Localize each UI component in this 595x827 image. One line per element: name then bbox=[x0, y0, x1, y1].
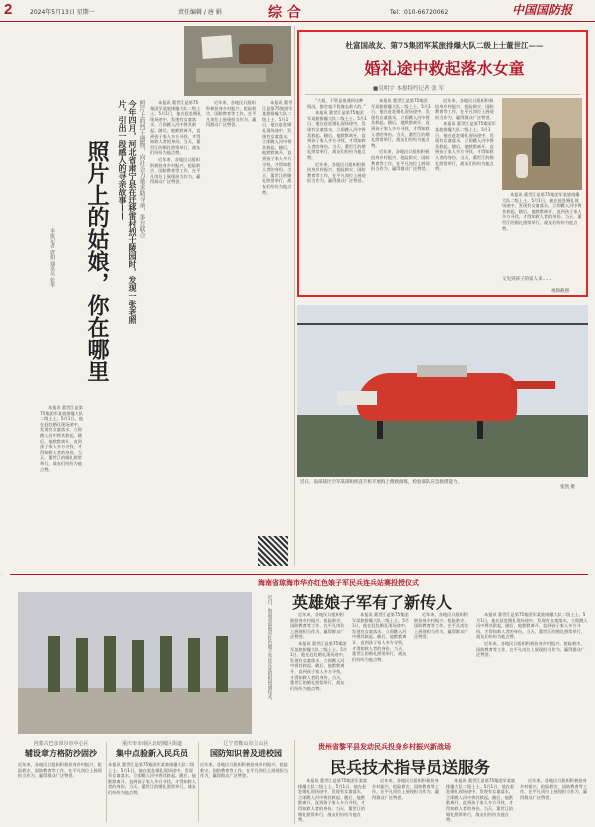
brief-2 bbox=[108, 740, 196, 824]
main-story-photo-credit: 视频截图 bbox=[551, 289, 569, 294]
heroine-side-text: 近日，海南省琼海市红色娘子军民兵连组织授旗仪式。 bbox=[267, 595, 272, 703]
brief-3-body: 近年来，各地民兵组织积极投身乡村振兴、抢险救灾、国防教育等工作，在平凡岗位上展现担当作为，赢得群众广泛赞誉。 bbox=[200, 762, 288, 779]
heroine-title: 英雄娘子军有了新传人 bbox=[292, 593, 453, 612]
main-story-box bbox=[297, 30, 588, 297]
main-story-kicker: 杜富国战友、第75集团军某旅排爆大队二级上士董世江—— bbox=[345, 41, 544, 50]
guide-text-1: 本报讯 董世江是第75集团军某旅排爆大队二级上士。5月1日，他在赶赴婚礼现场途中，发现有女童落水，立即跳入河中将其救起。随后，他默默离开，直到孩子家人多方寻找，才得知救人者的身份。当天，董世江的婚礼照常举行，战友们纷纷为他点赞。 bbox=[298, 778, 368, 823]
guide-text-2: 近年来，各地民兵组织积极投身乡村振兴、抢险救灾、国防教育等工作，在平凡岗位上展现担当作为，赢得群众广泛赞誉。 bbox=[372, 778, 440, 800]
guide-kicker: 贵州省黎平县发动民兵投身乡村振兴新战场 bbox=[318, 742, 451, 751]
feature-col-2-text-b: 近年来，各地民兵组织积极投身乡村振兴、抢险救灾、国防教育等工作，在平凡岗位上展现担当作为，赢得群众广泛赞誉。 bbox=[150, 156, 201, 185]
brief-3-title: 国防知识普及进校园 bbox=[210, 748, 282, 758]
main-story-col-2 bbox=[371, 98, 431, 293]
feature-deck: 今年四月，河北省肃宁县在迁移雷村烈士陵园时，发现一张老照片，引出一段感人的寻亲故事—— bbox=[118, 100, 138, 324]
main-story-photo bbox=[502, 98, 582, 190]
issue-date: 2024年5月13日 星期一 bbox=[30, 9, 95, 16]
main-story-text-1b: 近年来，各地民兵组织积极投身乡村振兴、抢险救灾、国防教育等工作，在平凡岗位上展现担当作为，赢得群众广泛赞誉。 bbox=[307, 161, 366, 184]
heroine-col-4 bbox=[476, 612, 588, 742]
qr-code bbox=[258, 536, 288, 566]
main-story-col-4 bbox=[502, 192, 582, 252]
guide-text-4: 近年来，各地民兵组织积极投身乡村振兴、抢险救灾、国防教育等工作，在平凡岗位上展现担当作为，赢得群众广泛赞誉。 bbox=[520, 778, 588, 800]
brief-3 bbox=[200, 740, 292, 824]
heroine-kicker: 海南省琼海市华亦红色娘子军民兵连兵站赛投授仪式 bbox=[258, 578, 419, 587]
main-story-text-1: 本报讯 董世江是第75集团军某旅排爆大队二级上士。5月1日，他在赶赴婚礼现场途中，发现有女童落水，立即跳入河中将其救起。随后，他默默离开，直到孩子家人多方寻找，才得知救人者的身份。当天，董世江的婚礼照常举行，战友们纷纷为他点赞。 bbox=[307, 110, 367, 160]
brief-2-title: 集中点验新入民兵员 bbox=[116, 748, 188, 758]
relic-photo bbox=[184, 26, 291, 96]
guide-col-1 bbox=[298, 778, 368, 824]
feature-col-3-text: 近年来，各地民兵组织积极投身乡村振兴、抢险救灾、国防教育等工作，在平凡岗位上展现担当作为，赢得群众广泛赞誉。 bbox=[206, 100, 257, 128]
heroine-col-2 bbox=[352, 612, 410, 742]
brief-2-kicker: 重庆市市南区北碚城区街道 bbox=[121, 741, 182, 747]
feature-byline: 本报记者 唐娟 通讯员 张华 bbox=[49, 228, 55, 288]
feature-col-2 bbox=[150, 100, 202, 570]
heroine-text-1b: 本报讯 董世江是第75集团军某旅排爆大队二级上士。5月1日，他在赶赴婚礼现场途中，发现有女童落水，立即跳入河中将其救起。随后，他默默离开，直到孩子家人多方寻找，才得知救人者的身份。当天，董世江的婚礼照常举行，战友们纷纷为他点赞。 bbox=[290, 640, 348, 691]
brief-2-body: 本报讯 董世江是第75集团军某旅排爆大队二级上士。5月1日，他在赶赴婚礼现场途中，发现有女童落水，立即跳入河中将其救起。随后，他默默离开，直到孩子家人多方寻找，才得知救人者的身份。当天，董世江的婚礼照常举行，战友们纷纷为他点赞。 bbox=[108, 762, 196, 795]
helicopter-credit: 张凯 摄 bbox=[560, 485, 575, 490]
newspaper-logo: 中国国防报 bbox=[512, 3, 573, 17]
telephone: Tel：010-66720062 bbox=[390, 9, 449, 16]
feature-title-line-1: 照片上的姑娘， bbox=[84, 140, 110, 294]
main-story-text-2b: 近年来，各地民兵组织积极投身乡村振兴、抢险救灾、国防教育等工作，在平凡岗位上展现担当作为，赢得群众广泛赞誉。 bbox=[371, 149, 430, 172]
page-header bbox=[0, 0, 595, 22]
feature-col-4 bbox=[262, 100, 294, 530]
main-story-text-3b: 本报讯 董世江是第75集团军某旅排爆大队二级上士。5月1日，他在赶赴婚礼现场途中，发现有女童落水，立即跳入河中将其救起。随后，他默默离开，直到孩子家人多方寻找，才得知救人者的身份。当天，董世江的婚礼照常举行，战友们纷纷为他点赞。 bbox=[435, 121, 496, 172]
feature-col-3 bbox=[206, 100, 258, 530]
brief-1 bbox=[18, 740, 104, 824]
heroine-text-1: 近年来，各地民兵组织积极投身乡村振兴、抢险救灾、国防教育等工作，在平凡岗位上展现担当作为，赢得群众广泛赞誉。 bbox=[290, 612, 345, 640]
heroine-col-1 bbox=[290, 612, 348, 742]
guide-col-2 bbox=[372, 778, 442, 824]
heroine-photo bbox=[18, 592, 252, 734]
brief-3-kicker: 辽宁省鞍山市立山区 bbox=[223, 741, 269, 747]
feature-vertical-title bbox=[60, 140, 110, 400]
page-number: 2 bbox=[4, 1, 13, 18]
feature-col-1-text: 本报讯 董世江是第75集团军某旅排爆大队二级上士。5月1日，他在赶赴婚礼现场途中，发现有女童落水，立即跳入河中将其救起。随后，他默默离开，直到孩子家人多方寻找，才得知救人者的身份。当天，董世江的婚礼照常举行，战友们纷纷为他点赞。 bbox=[40, 405, 84, 472]
feature-kicker: 照片上的烈士遗物，向社会力量求助寻亲，多方联合 bbox=[138, 100, 145, 238]
feature-col-2-text: 本报讯 董世江是第75集团军某旅排爆大队二级上士。5月1日，他在赶赴婚礼现场途中，发现有女童落水，立即跳入河中将其救起。随后，他默默离开，直到孩子家人多方寻找，才得知救人者的身份。当天，董世江的婚礼照常举行，战友们纷纷为他点赞。 bbox=[150, 100, 202, 156]
main-story-text-4: 本报讯 董世江是第75集团军某旅排爆大队二级上士。5月1日，他在赶赴婚礼现场途中，发现有女童落水，立即跳入河中将其救起。随后，他默默离开，直到孩子家人多方寻找，才得知救人者的身份。当天，董世江的婚礼照常举行，战友们纷纷为他点赞。 bbox=[502, 192, 582, 231]
main-story-title: 婚礼途中救起落水女童 bbox=[364, 59, 525, 78]
brief-1-title: 辅设章方格防沙固沙 bbox=[25, 748, 97, 758]
guide-col-3 bbox=[446, 778, 516, 824]
feature-title-line-2: 你在哪里 bbox=[84, 294, 110, 382]
brief-1-kicker: 内蒙古巴彦淖尔市中心区 bbox=[33, 741, 89, 747]
main-story-text-2: 本报讯 董世江是第75集团军某旅排爆大队二级上士。5月1日，他在赶赴婚礼现场途中，发现有女童落水，立即跳入河中将其救起。随后，他默默离开，直到孩子家人多方寻找，才得知救人者的身份。当天，董世江的婚礼照常举行，战友们纷纷为他点赞。 bbox=[371, 98, 431, 148]
main-story-col-3 bbox=[435, 98, 497, 293]
feature-col-4-text: 本报讯 董世江是第75集团军某旅排爆大队二级上士。5月1日，他在赶赴婚礼现场途中，发现有女童落水，立即跳入河中将其救起。随后，他默默离开，直到孩子家人多方寻找，才得知救人者的身份。当天，董世江的婚礼照常举行，战友们纷纷为他点赞。 bbox=[262, 100, 293, 195]
main-story-text-3: 近年来，各地民兵组织积极投身乡村振兴、抢险救灾、国防教育等工作，在平凡岗位上展现担当作为，赢得群众广泛赞誉。 bbox=[435, 98, 494, 120]
main-story-quote: “大姐，不管是谁遇到这种情况，都会毫不犹豫去救人的。” bbox=[307, 98, 366, 109]
guide-col-4 bbox=[520, 778, 588, 824]
heroine-col-3 bbox=[414, 612, 472, 742]
guide-title: 民兵技术指导员送服务 bbox=[330, 758, 491, 777]
section-title: 综 合 bbox=[268, 5, 301, 21]
feature-col-1 bbox=[40, 405, 84, 575]
heroine-text-3: 近年来，各地民兵组织积极投身乡村振兴、抢险救灾、国防教育等工作，在平凡岗位上展现担当作为，赢得群众广泛赞誉。 bbox=[414, 612, 469, 640]
main-story-photo-caption: 又见到孩子的家人来…… bbox=[502, 277, 552, 282]
page-editor: 责任编辑 / 唐 娟 bbox=[178, 9, 222, 16]
main-story-byline: ■吴明宇 本报特约记者 张 军 bbox=[373, 86, 444, 92]
heroine-text-4: 本报讯 董世江是第75集团军某旅排爆大队二级上士。5月1日，他在赶赴婚礼现场途中，发现有女童落水，立即跳入河中将其救起。随后，他默默离开，直到孩子家人多方寻找，才得知救人者的身份。当天，董世江的婚礼照常举行，战友们纷纷为他点赞。 bbox=[476, 612, 588, 640]
heroine-text-4b: 近年来，各地民兵组织积极投身乡村振兴、抢险救灾、国防教育等工作，在平凡岗位上展现担当作为，赢得群众广泛赞誉。 bbox=[476, 640, 585, 658]
main-story-col-1 bbox=[307, 98, 367, 293]
brief-1-body: 近年来，各地民兵组织积极投身乡村振兴、抢险救灾、国防教育等工作，在平凡岗位上展现担当作为，赢得群众广泛赞誉。 bbox=[18, 762, 102, 779]
guide-text-3: 本报讯 董世江是第75集团军某旅排爆大队二级上士。5月1日，他在赶赴婚礼现场途中，发现有女童落水，立即跳入河中将其救起。随后，他默默离开，直到孩子家人多方寻找，才得知救人者的身份。当天，董世江的婚礼照常举行，战友们纷纷为他点赞。 bbox=[446, 778, 516, 823]
helicopter-photo bbox=[297, 305, 588, 477]
heroine-text-2: 本报讯 董世江是第75集团军某旅排爆大队二级上士。5月1日，他在赶赴婚礼现场途中，发现有女童落水，立即跳入河中将其救起。随后，他默默离开，直到孩子家人多方寻找，才得知救人者的身份。当天，董世江的婚礼照常举行，战友们纷纷为他点赞。 bbox=[352, 612, 410, 662]
helicopter-caption: 近日，南部战区空军某部组织直升机开展海上搜救演练，检验部队应急救援能力。 bbox=[300, 480, 462, 485]
